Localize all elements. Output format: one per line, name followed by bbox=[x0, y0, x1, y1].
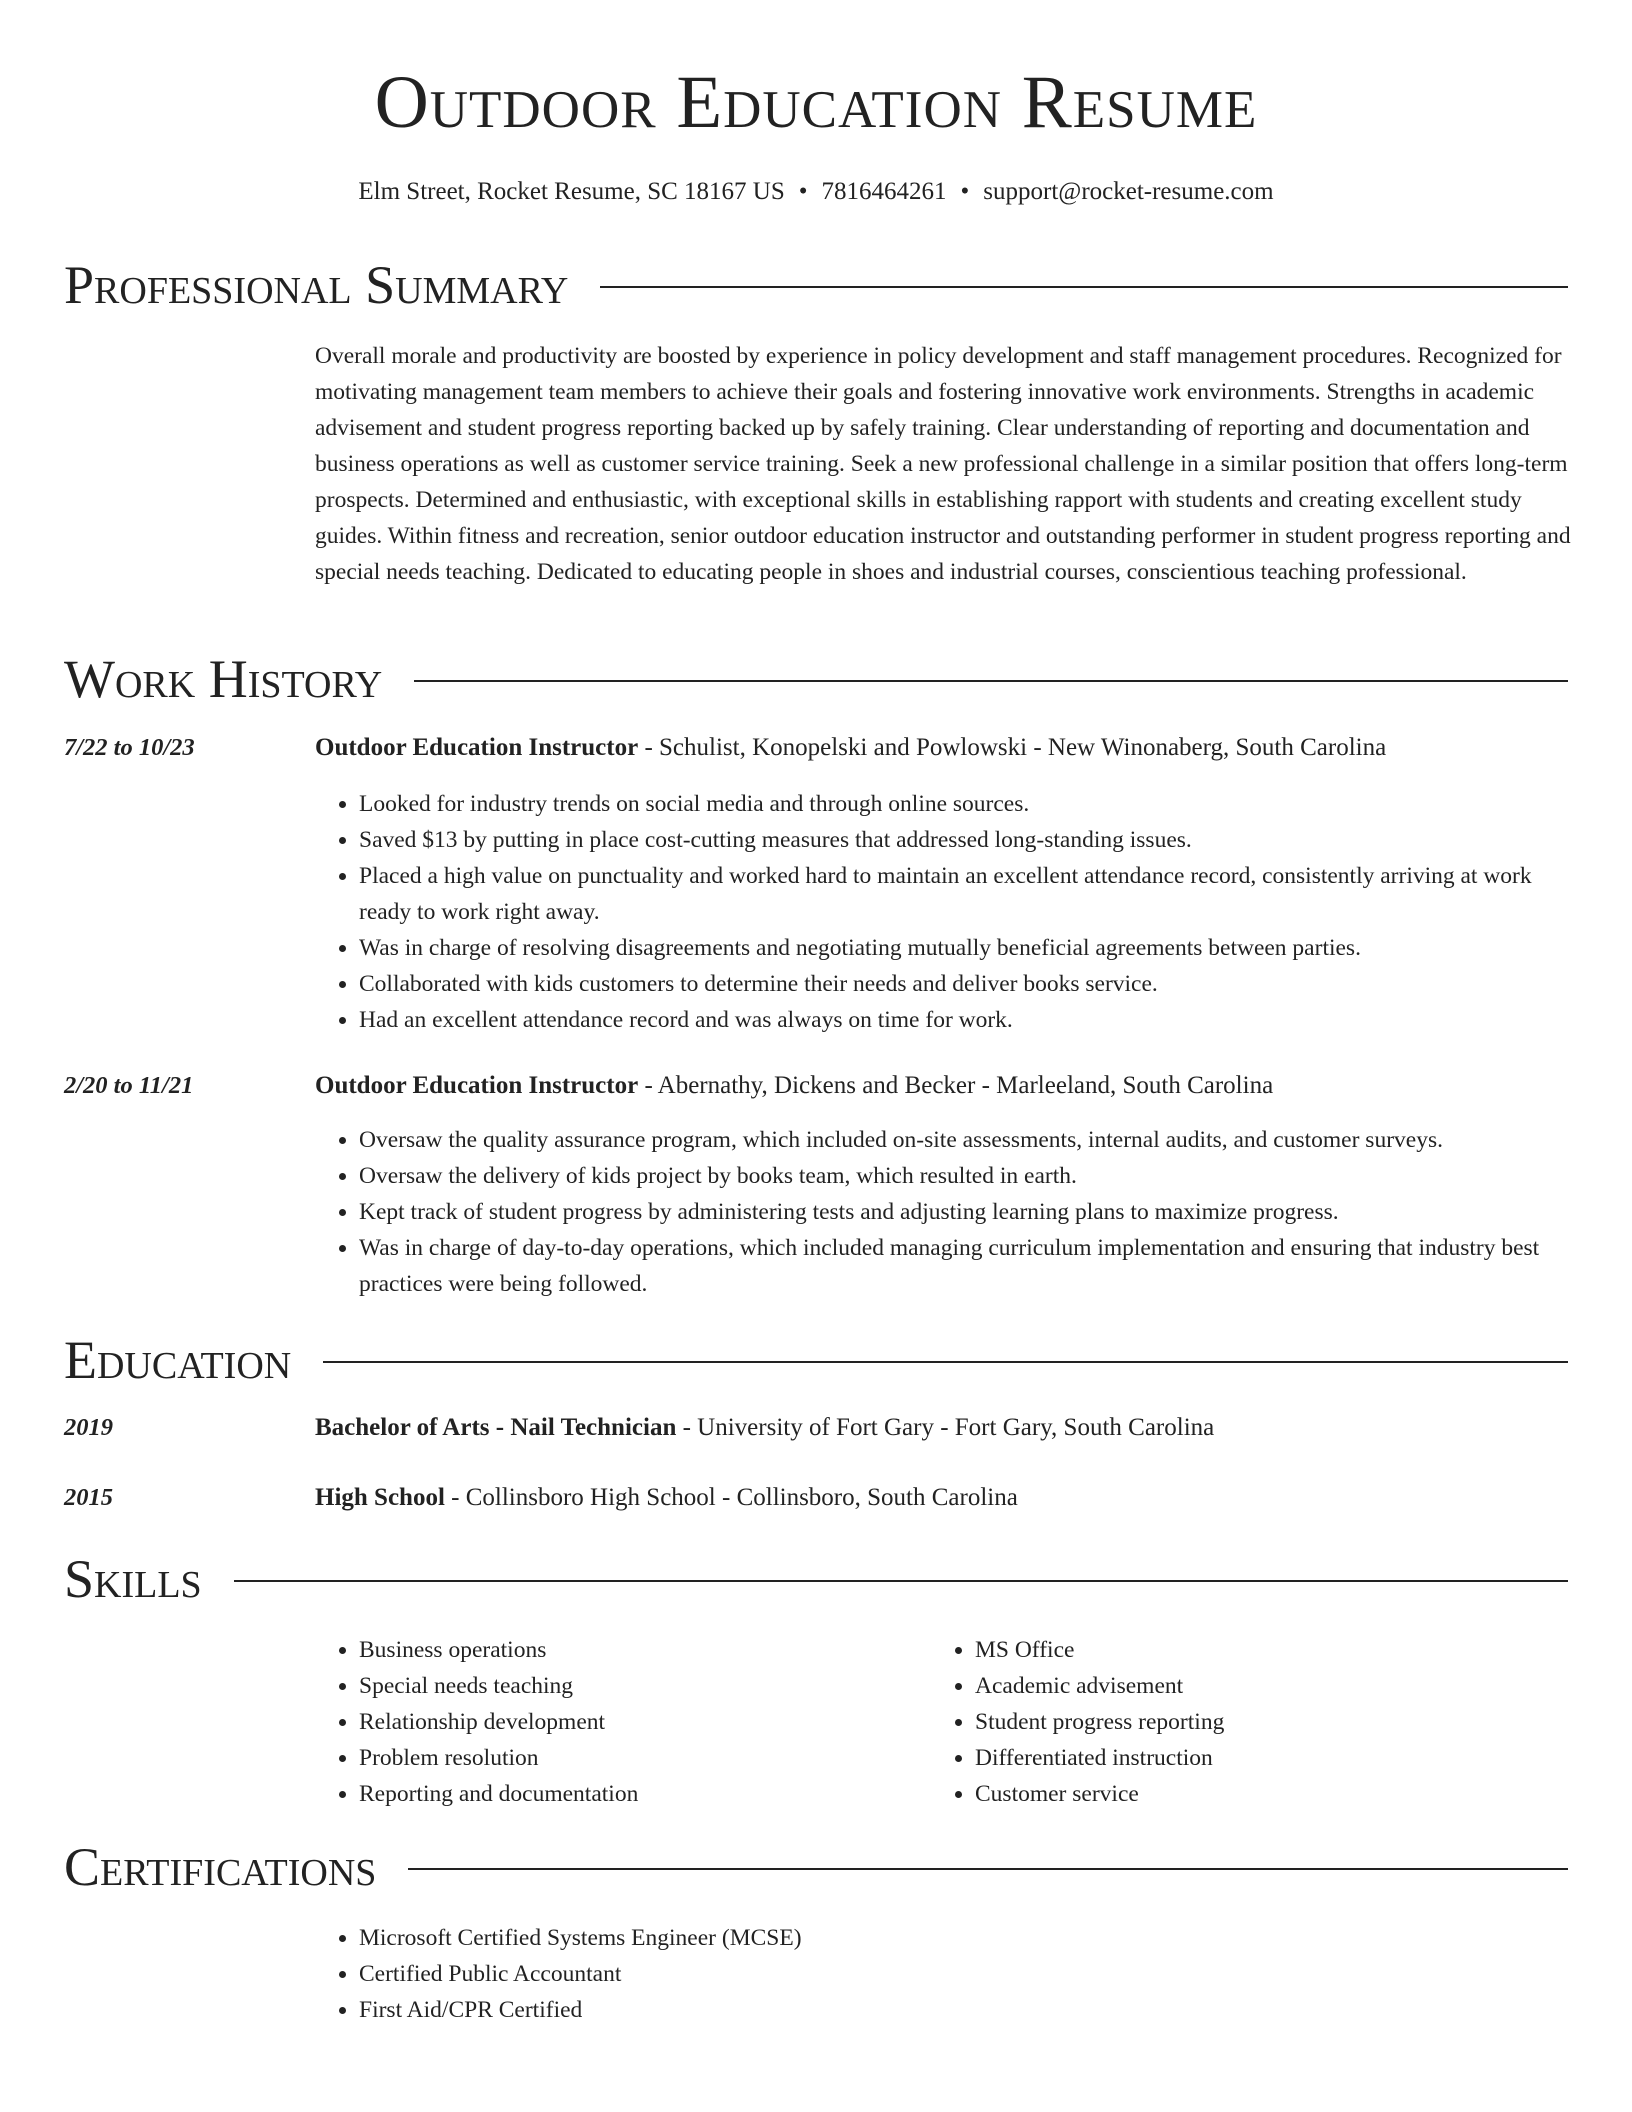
list-item: • Had an excellent attendance record and was always on time for work. bbox=[359, 1002, 1575, 1038]
contact-line bbox=[0, 176, 1632, 208]
list-item: • Kept track of student progress by administering tests and adjusting learning plans to maximize progress. bbox=[359, 1194, 1575, 1230]
contact-phone: 7816464261 bbox=[821, 178, 947, 205]
education-degree: High School bbox=[315, 1484, 445, 1511]
contact-email: support@rocket-resume.com bbox=[983, 178, 1274, 205]
education-institution: - University of Fort Gary - Fort Gary, South Carolina bbox=[676, 1414, 1215, 1441]
list-item: • Oversaw the delivery of kids project by books team, which resulted in earth. bbox=[359, 1158, 1575, 1194]
list-item: • Differentiated instruction bbox=[975, 1740, 1531, 1776]
job-bullets bbox=[315, 786, 1575, 1038]
section-divider bbox=[323, 1361, 1568, 1363]
section-title-certifications: Certifications bbox=[64, 1837, 377, 1897]
list-item: • Saved $13 by putting in place cost-cutting measures that addressed long-standing issues. bbox=[359, 822, 1575, 858]
job-employer: - Abernathy, Dickens and Becker - Marleeland, South Carolina bbox=[638, 1072, 1274, 1099]
list-item: • Certified Public Accountant bbox=[359, 1956, 1575, 1992]
skills-list-left bbox=[315, 1632, 915, 1812]
contact-address: Elm Street, Rocket Resume, SC 18167 US bbox=[358, 178, 785, 205]
education-institution: - Collinsboro High School - Collinsboro, South Carolina bbox=[444, 1484, 1018, 1511]
resume-title: Outdoor Education Resume bbox=[374, 61, 1258, 144]
job-heading bbox=[315, 732, 1575, 764]
summary-text: Overall morale and productivity are boosted by experience in policy development and staff management procedures. Recognized for motivating management team members to achieve their goals and fostering innovative work environments. Strengths in academic advisement and student progress reporting backed up by safely training. Clear understanding of reporting and documentation and business operations as well as customer service training. Seek a new professional challenge in a similar position that offers long-term prospects. Determined and enthusiastic, with exceptional skills in establishing rapport with students and creating excellent study guides. Within fitness and recreation, senior outdoor education instructor and outstanding performer in student progress reporting and special needs teaching. Dedicated to educating people in shoes and industrial courses, conscientious teaching professional. bbox=[315, 343, 1571, 585]
section-divider bbox=[234, 1580, 1568, 1582]
section-title-skills: Skills bbox=[64, 1549, 202, 1609]
section-title-summary: Professional Summary bbox=[64, 255, 569, 315]
list-item: • Business operations bbox=[359, 1632, 915, 1668]
section-work-history bbox=[64, 646, 1568, 712]
section-title-education: Education bbox=[64, 1330, 292, 1390]
section-certifications bbox=[64, 1834, 1568, 1900]
list-item: • Reporting and documentation bbox=[359, 1776, 915, 1812]
education-year: 2019 bbox=[64, 1414, 113, 1441]
list-item: • Special needs teaching bbox=[359, 1668, 915, 1704]
list-item: • Was in charge of day-to-day operations, which included managing curriculum implementation and ensuring that industry best practices were being followed. bbox=[359, 1230, 1575, 1302]
section-professional-summary bbox=[64, 252, 1568, 318]
job-dates: 2/20 to 11/21 bbox=[64, 1072, 194, 1099]
list-item: • Placed a high value on punctuality and worked hard to maintain an excellent attendance record, consistently arriving at work ready to work right away. bbox=[359, 858, 1575, 930]
list-item: • Microsoft Certified Systems Engineer (MCSE) bbox=[359, 1920, 1575, 1956]
section-divider bbox=[414, 680, 1568, 682]
list-item: • MS Office bbox=[975, 1632, 1531, 1668]
job-employer: - Schulist, Konopelski and Powlowski - New Winonaberg, South Carolina bbox=[638, 734, 1387, 761]
job-title: Outdoor Education Instructor bbox=[315, 1072, 639, 1099]
job-heading bbox=[315, 1070, 1575, 1102]
skills-list-right bbox=[931, 1632, 1531, 1812]
list-item: • Collaborated with kids customers to determine their needs and deliver books service. bbox=[359, 966, 1575, 1002]
list-item: • Looked for industry trends on social media and through online sources. bbox=[359, 786, 1575, 822]
list-item: • Student progress reporting bbox=[975, 1704, 1531, 1740]
certifications-list bbox=[315, 1920, 1575, 2028]
list-item: • Oversaw the quality assurance program, which included on-site assessments, internal audits, and customer surveys. bbox=[359, 1122, 1575, 1158]
section-divider bbox=[600, 286, 1568, 288]
list-item: • Academic advisement bbox=[975, 1668, 1531, 1704]
education-entry bbox=[315, 1482, 1575, 1514]
job-title: Outdoor Education Instructor bbox=[315, 734, 639, 761]
section-education bbox=[64, 1327, 1568, 1393]
contact-separator: • bbox=[798, 178, 808, 205]
list-item: • Relationship development bbox=[359, 1704, 915, 1740]
contact-separator: • bbox=[960, 178, 970, 205]
list-item: • Was in charge of resolving disagreements and negotiating mutually beneficial agreements between parties. bbox=[359, 930, 1575, 966]
job-bullets bbox=[315, 1122, 1575, 1302]
education-year: 2015 bbox=[64, 1484, 113, 1511]
education-entry bbox=[315, 1412, 1575, 1444]
education-degree: Bachelor of Arts - Nail Technician bbox=[315, 1414, 677, 1441]
list-item: • Customer service bbox=[975, 1776, 1531, 1812]
section-skills bbox=[64, 1546, 1568, 1612]
list-item: • Problem resolution bbox=[359, 1740, 915, 1776]
section-divider bbox=[408, 1868, 1568, 1870]
job-dates: 7/22 to 10/23 bbox=[64, 734, 195, 761]
list-item: • First Aid/CPR Certified bbox=[359, 1992, 1575, 2028]
section-title-work: Work History bbox=[64, 649, 383, 709]
